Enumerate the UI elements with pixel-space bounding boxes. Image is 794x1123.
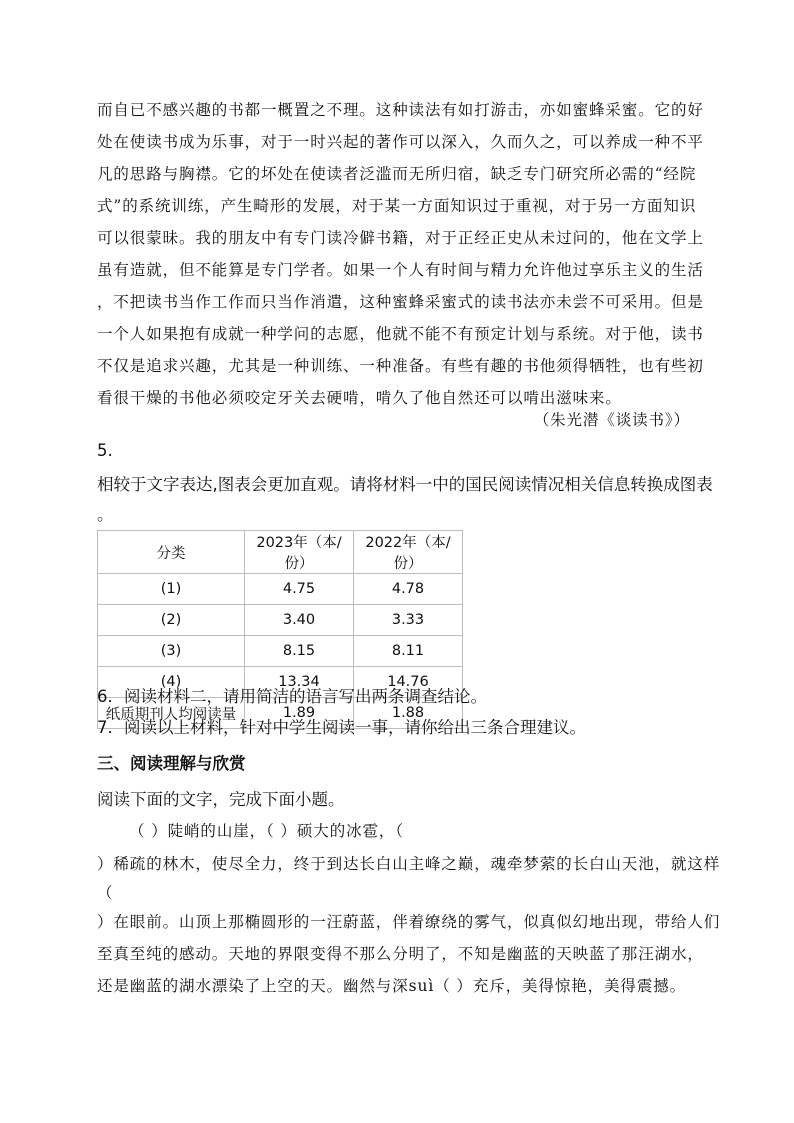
passage-line: 处在使读书成为乐事，对于一时兴起的著作可以深入，久而久之，可以养成一种不平	[97, 133, 704, 151]
table-cell: 4.75	[245, 574, 354, 605]
table-cell: 4.78	[354, 574, 463, 605]
question-6: 6．阅读材料二，请用简洁的语言写出两条调查结论。	[97, 687, 487, 706]
passage-line: 式”的系统训练，产生畸形的发展，对于某一方面知识过于重视，对于另一方面知识	[97, 197, 697, 215]
table-row	[98, 574, 463, 605]
question-5-number: 5.	[97, 441, 113, 460]
passage-line: 不仅是追求兴趣，尤其是一种训练、一种准备。有些有趣的书他须得牺牲，也有些初	[97, 357, 704, 375]
table-row	[98, 605, 463, 636]
table-cell: (3)	[98, 636, 245, 667]
passage-line: 至真至纯的感动。天地的界限变得不那么分明了，不知是幽蓝的天映蓝了那汪湖水，	[97, 945, 704, 963]
section-heading: 三、阅读理解与欣赏	[97, 754, 246, 773]
table-header-cell: 2022年（本/份）	[354, 531, 463, 574]
section-instruction: 阅读下面的文字，完成下面小题。	[97, 790, 345, 809]
passage-line: 还是幽蓝的湖水漂染了上空的天。幽然与深suì（ ）充斥，美得惊艳，美得震撼。	[97, 977, 687, 995]
passage-line: ）稀疏的林木，使尽全力，终于到达长白山主峰之巅，魂牵梦萦的长白山天池，就这样	[97, 855, 721, 873]
table-cell: 纸质期刊人均阅读量	[98, 698, 245, 729]
passage-line: 而自已不感兴趣的书都一概置之不理。这种读法有如打游击，亦如蜜蜂采蜜。它的好	[97, 101, 704, 119]
table-cell: 1.88	[354, 698, 463, 729]
table-cell: 14.76	[354, 667, 463, 698]
table-header-cell: 2023年（本/份）	[245, 531, 354, 574]
table-cell: 8.11	[354, 636, 463, 667]
passage-line: 凡的思路与胸襟。它的坏处在使读者泛滥而无所归宿，缺乏专门研究所必需的“经院	[97, 165, 697, 183]
passage-line: ，不把读书当作工作而只当作消遣，这种蜜蜂采蜜式的读书法亦未尝不可采用。但是	[97, 293, 704, 311]
passage-line: （	[97, 884, 114, 902]
passage-line: 一个人如果抱有成就一种学问的志愿，他就不能不有预定计划与系统。对于他，读书	[97, 325, 704, 343]
table-row	[98, 636, 463, 667]
table-cell: 3.40	[245, 605, 354, 636]
table-cell: 3.33	[354, 605, 463, 636]
table-cell: 13.34	[245, 667, 354, 698]
question-7: 7．阅读以上材料，针对中学生阅读一事，请你给出三条合理建议。	[97, 718, 586, 737]
passage-line: 可以很蒙昧。我的朋友中有专门读冷僻书籍，对于正经正史从未过问的，他在文学上	[97, 229, 704, 247]
table-cell: 1.89	[245, 698, 354, 729]
passage-citation: （朱光潜《谈读书》）	[533, 411, 690, 429]
table-cell: (2)	[98, 605, 245, 636]
table-header-cell: 分类	[98, 531, 245, 574]
passage-line: （ ）陡峭的山崖，（ ）硕大的冰雹，（	[129, 822, 404, 840]
question-5-text-end: 。	[97, 505, 114, 524]
table-header-row	[98, 531, 463, 574]
passage-line: 虽有造就，但不能算是专门学者。如果一个人有时间与精力允许他过享乐主义的生活	[97, 261, 704, 279]
passage-line: 看很干燥的书他必须咬定牙关去硬啃，啃久了他自然还可以啃出滋味来。	[97, 389, 622, 407]
passage-line: ）在眼前。山顶上那椭圆形的一汪蔚蓝，伴着缭绕的雾气，似真似幻地出现，带给人们	[97, 913, 721, 931]
table-cell: (1)	[98, 574, 245, 605]
table-cell: (4)	[98, 667, 245, 698]
question-5-text: 相较于文字表达,图表会更加直观。请将材料一中的国民阅读情况相关信息转换成图表	[97, 475, 713, 494]
table-cell: 8.15	[245, 636, 354, 667]
